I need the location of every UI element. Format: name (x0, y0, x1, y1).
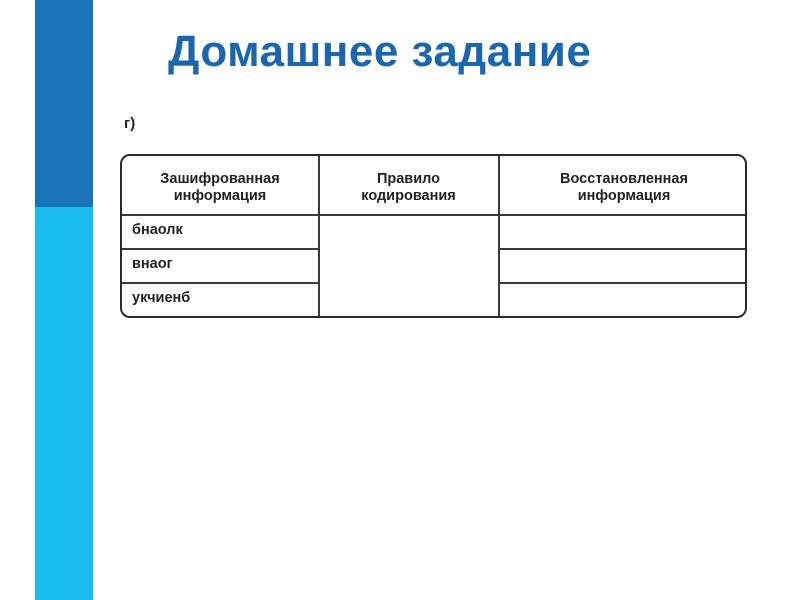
decor-bar-bottom (35, 207, 93, 600)
row-divider (122, 248, 318, 250)
cell-encrypted-1: бнаолк (132, 222, 183, 238)
header-restored: Восстановленная информация (560, 171, 688, 204)
cell-encrypted-3: укчиенб (132, 290, 191, 306)
cell-encrypted-2: внаог (132, 256, 173, 272)
row-divider (499, 248, 747, 250)
slide-title: Домашнее задание (168, 27, 592, 76)
row-divider (499, 282, 747, 284)
decor-bar-top (35, 0, 93, 207)
row-divider (122, 282, 318, 284)
task-label: г) (124, 115, 136, 132)
header-rule: Правило кодирования (361, 171, 456, 204)
header-encrypted: Зашифрованная информация (160, 171, 280, 204)
cipher-table (120, 154, 747, 318)
